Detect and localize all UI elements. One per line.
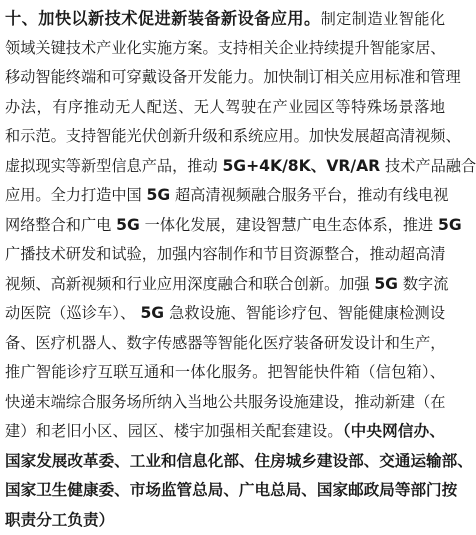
responsible-departments: 国家卫生健康委、市场监管总局、广电总局、国家邮政局等部门按 — [5, 481, 457, 499]
text-line-12 — [5, 329, 445, 359]
text-line-13 — [5, 358, 445, 388]
text-line-5 — [5, 122, 445, 152]
tech-term-5g-4k-8k-vr-ar: 5G+4K/8K、VR/AR — [222, 157, 380, 175]
text-segment: 动医院（巡诊车）、 — [5, 304, 135, 322]
text-segment: 数字流 — [403, 275, 449, 293]
text-segment: 移动智能终端和可穿戴设备开发能力。加快制订相关应用标准和管理 — [5, 68, 461, 86]
text-segment: 广播技术研发和试验，加强内容制作和节目资源整合，推动超高清 — [5, 245, 445, 263]
text-line-10 — [5, 270, 445, 300]
text-segment: 视频、高新视频和行业应用深度融合和联合创新。加强 — [5, 275, 370, 293]
text-segment: 急救设施、智能诊疗包、智能健康检测设 — [169, 304, 445, 322]
text-line-7 — [5, 181, 445, 211]
text-line-4 — [5, 93, 445, 123]
text-segment: 建）和老旧小区、园区、楼宇加强相关配套建设。 — [5, 422, 343, 440]
responsible-departments: 国家发展改革委、工业和信息化部、住房城乡建设部、交通运输部、 — [5, 452, 473, 470]
tech-term-5g: 5G — [438, 216, 462, 234]
text-segment: 制定制造业智能化 — [321, 10, 445, 28]
text-segment: 虚拟现实等新型信息产品，推动 — [5, 157, 218, 175]
document-body — [5, 4, 445, 535]
text-segment: 和示范。支持智能光伏创新升级和系统应用。加快发展超高清视频、 — [5, 127, 461, 145]
text-segment: 推广智能诊疗互联互通和一体化服务。把智能快件箱（信包箱）、 — [5, 363, 445, 381]
text-segment: 办法，有序推动无人配送、无人驾驶在产业园区等特殊场景落地 — [5, 98, 445, 116]
text-line-11 — [5, 299, 445, 329]
text-segment: 网络整合和广电 — [5, 216, 111, 234]
section-heading: 十、加快以新技术促进新装备新设备应用。 — [5, 9, 321, 28]
tech-term-5g: 5G — [116, 216, 140, 234]
text-line-18 — [5, 506, 445, 535]
text-segment: 应用。全力打造中国 — [5, 186, 142, 204]
text-segment: 一体化发展，建设智慧广电生态体系，推进 — [145, 216, 434, 234]
text-line-8 — [5, 211, 445, 241]
tech-term-5g: 5G — [140, 304, 164, 322]
text-segment: 备、医疗机器人、数字传感器等智能化医疗装备研发设计和生产， — [5, 334, 445, 352]
responsible-departments: 职责分工负责） — [5, 511, 114, 529]
text-line-6 — [5, 152, 445, 182]
text-line-17 — [5, 476, 445, 506]
responsible-departments: （中央网信办、 — [343, 422, 445, 440]
text-segment: 技术产品融合 — [385, 157, 476, 175]
text-line-9 — [5, 240, 445, 270]
tech-term-5g: 5G — [147, 186, 171, 204]
text-segment: 领域关键技术产业化实施方案。支持相关企业持续提升智能家居、 — [5, 39, 445, 57]
text-line-15 — [5, 417, 445, 447]
text-line-16 — [5, 447, 445, 477]
text-line-2 — [5, 34, 445, 64]
text-line-3 — [5, 63, 445, 93]
text-line-1 — [5, 4, 445, 34]
text-segment: 超高清视频融合服务平台，推动有线电视 — [175, 186, 448, 204]
text-line-14 — [5, 388, 445, 418]
text-segment: 快递末端综合服务场所纳入当地公共服务设施建设，推动新建（在 — [5, 393, 445, 411]
tech-term-5g: 5G — [374, 275, 398, 293]
